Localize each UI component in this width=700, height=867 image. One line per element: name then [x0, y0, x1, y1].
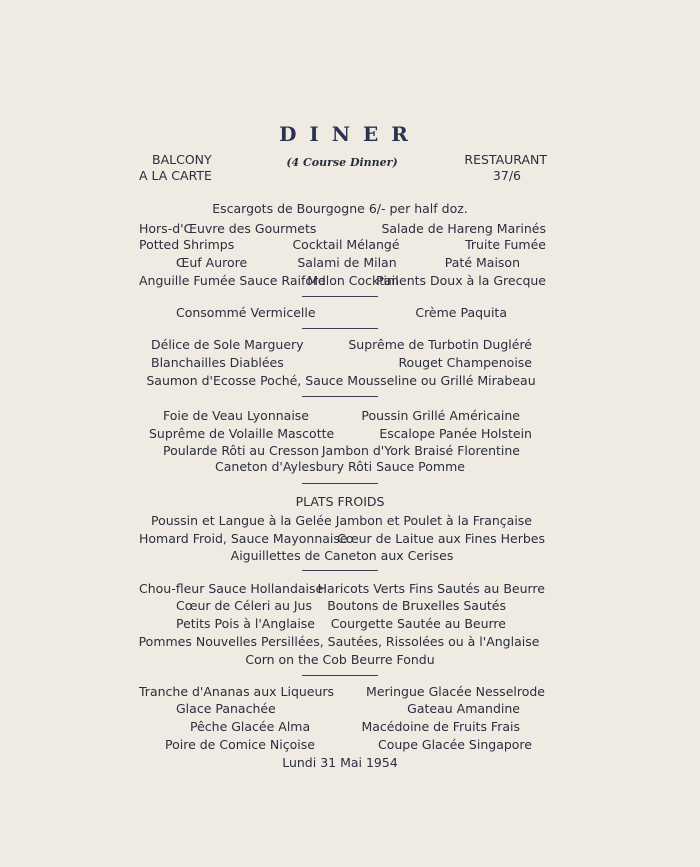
menu-item: Rouget Champenoise: [398, 355, 532, 370]
menu-item: Pommes Nouvelles Persillées, Sautées, Rissolées ou à l'Anglaise: [138, 634, 540, 649]
menu-item: Pêche Glacée Alma: [190, 719, 311, 734]
menu-item: Œuf Aurore: [176, 255, 248, 270]
menu-item: Meringue Glacée Nesselrode: [366, 684, 545, 699]
menu-item: Poussin et Langue à la Gelée: [151, 513, 332, 528]
section-divider: [302, 675, 378, 676]
menu-item: Coupe Glacée Singapore: [377, 737, 532, 752]
course-note: (4 Course Dinner): [286, 156, 398, 169]
menu-item: Cocktail Mélangé: [292, 237, 400, 252]
menu-item: Caneton d'Aylesbury Rôti Sauce Pomme: [215, 459, 465, 474]
menu-item: Poularde Rôti au Cresson: [163, 443, 319, 458]
section-divider: [302, 396, 378, 397]
balcony-label: BALCONY: [152, 152, 212, 167]
section-divider: [302, 483, 378, 484]
menu-item: Paté Maison: [444, 255, 520, 270]
restaurant-label: RESTAURANT: [464, 152, 547, 167]
menu-item: Homard Froid, Sauce Mayonnaise: [139, 531, 348, 546]
menu-item: Poire de Comice Niçoise: [165, 737, 315, 752]
menu-item: Jambon d'York Braisé Florentine: [321, 443, 520, 458]
section-divider: [302, 296, 378, 297]
a-la-carte-label: A LA CARTE: [139, 168, 212, 183]
menu-item: Saumon d'Ecosse Poché, Sauce Mousseline ou Grillé Mirabeau: [146, 373, 536, 388]
section-divider: [302, 570, 378, 571]
menu-item: Chou-fleur Sauce Hollandaise: [139, 581, 324, 596]
menu-item: Consommé Vermicelle: [176, 305, 316, 320]
menu-item: Piments Doux à la Grecque: [376, 273, 546, 288]
price-label: 37/6: [492, 168, 521, 183]
menu-item: Tranche d'Ananas aux Liqueurs: [139, 684, 335, 699]
menu-item: Glace Panachée: [176, 701, 276, 716]
menu-item: Suprême de Volaille Mascotte: [149, 426, 335, 441]
menu-item: Suprême de Turbotin Dugléré: [348, 337, 532, 352]
menu-item: Poussin Grillé Américaine: [361, 408, 520, 423]
menu-item: Foie de Veau Lyonnaise: [163, 408, 309, 423]
menu-item: Hors-d'Œuvre des Gourmets: [139, 221, 317, 236]
menu-item: Jambon et Poulet à la Française: [335, 513, 532, 528]
menu-item: Crème Paquita: [415, 305, 507, 320]
menu-item: Petits Pois à l'Anglaise: [176, 616, 316, 631]
plats-froids-heading: PLATS FROIDS: [295, 494, 385, 509]
menu-item: Macédoine de Fruits Frais: [361, 719, 520, 734]
menu-item: Blanchailles Diablées: [151, 355, 284, 370]
escargots-item: Escargots de Bourgogne 6/- per half doz.: [212, 201, 468, 216]
section-divider: [302, 328, 378, 329]
menu-item: Délice de Sole Marguery: [151, 337, 304, 352]
menu-item: Salade de Hareng Marinés: [381, 221, 546, 236]
menu-item: Potted Shrimps: [139, 237, 235, 252]
menu-item: Truite Fumée: [465, 237, 546, 252]
menu-date: Lundi 31 Mai 1954: [282, 755, 398, 770]
menu-item: Anguille Fumée Sauce Raiford: [139, 273, 326, 288]
menu-item: Cœur de Laitue aux Fines Herbes: [337, 531, 545, 546]
menu-item: Escalope Panée Holstein: [379, 426, 532, 441]
menu-item: Melon Cocktail: [307, 273, 399, 288]
menu-item: Gateau Amandine: [407, 701, 520, 716]
menu-item: Aiguillettes de Caneton aux Cerises: [230, 548, 454, 563]
menu-item: Cœur de Céleri au Jus: [176, 598, 312, 613]
menu-item: Boutons de Bruxelles Sautés: [327, 598, 506, 613]
menu-title: DINER: [279, 122, 421, 146]
menu-item: Corn on the Cob Beurre Fondu: [245, 652, 435, 667]
menu-item: Courgette Sautée au Beurre: [330, 616, 506, 631]
menu-item: Haricots Verts Fins Sautés au Beurre: [317, 581, 545, 596]
menu-item: Salami de Milan: [297, 255, 397, 270]
